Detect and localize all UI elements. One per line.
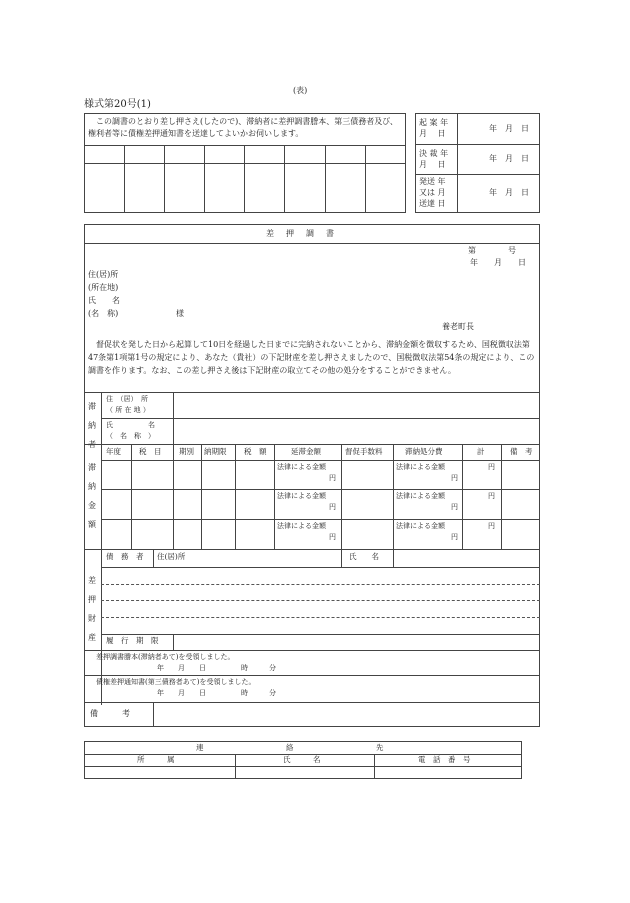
decision-date-value: 年 月 日: [489, 154, 529, 163]
contact-title: 連 絡 先: [196, 743, 384, 752]
receipt-notice: 債権差押通知書(第三債務者あて)を受領しました。: [96, 678, 256, 686]
header-disposition-cost: 滞納処分費: [405, 447, 443, 456]
form-number: 様式第20号(1): [84, 99, 151, 110]
receipt-record-date: 年 月 日 時 分: [157, 664, 276, 672]
draft-date-label: 起 案 年: [419, 118, 449, 127]
header-period: 期別: [179, 447, 194, 456]
late-amount-note: 法律による金額: [277, 492, 326, 500]
taxpayer-name-label: 氏 名: [106, 421, 155, 429]
header-tax-item: 税 目: [139, 447, 162, 456]
send-date-value: 年 月 日: [489, 188, 529, 197]
name-label: 氏 名: [88, 296, 120, 305]
disposition-note: 法律による金額: [396, 463, 445, 471]
document-title: 差 押 調 書: [266, 229, 336, 238]
header-remarks: 備 考: [510, 447, 533, 456]
receipt-record: 差押調書謄本(滞納者あて)を受領しました。: [96, 653, 235, 661]
honorific: 様: [176, 309, 184, 318]
body-text: 督促状を発した日から起算して10日を経過した日までに完納されないことから、滞納金額を徴収するため、国税徴収法第47条第1項第1号の規定により、あなた（貴社）の下記財産を差し押さえましたので、国税徴収法第54条の規定により、この調書を作ります。なお、この差し押さえ後は下記財産の取立てその他の処分をすることができません。: [88, 340, 535, 375]
contact-dept-header: 所 属: [137, 755, 175, 764]
deadline-label: 履 行 期 限: [106, 636, 159, 645]
debtor-label: 債 務 者: [106, 552, 144, 561]
header-due-date: 納期限: [204, 447, 227, 456]
disposition-note: 法律による金額: [396, 522, 445, 530]
disposition-note: 法律による金額: [396, 492, 445, 500]
remarks-label: 備 考: [90, 709, 130, 718]
late-amount-note: 法律による金額: [277, 522, 326, 530]
issuer: 養老町長: [442, 322, 474, 331]
amount-label: 滞納金額: [88, 463, 96, 529]
seized-property-label: 差押財産: [88, 576, 96, 642]
debtor-address-label: 住(居)所: [157, 552, 186, 561]
taxpayer-address-label: 住 （居） 所: [106, 395, 148, 403]
contact-phone-header: 電 話 番 号: [418, 755, 471, 764]
header-late-amount: 延滞金額: [291, 447, 321, 456]
taxpayer-label: 滞納者: [88, 402, 96, 449]
header-year: 年度: [106, 447, 121, 456]
seizure-record-form: [84, 224, 540, 727]
document-number: 第 号: [468, 246, 516, 255]
contact-name-header: 氏 名: [283, 755, 321, 764]
side-label: (表): [293, 86, 308, 95]
send-date-label: 発送 年: [419, 177, 446, 186]
address-label: 住(居)所: [88, 270, 119, 279]
late-amount-note: 法律による金額: [277, 463, 326, 471]
draft-date-value: 年 月 日: [489, 124, 529, 133]
decision-date-label: 決 裁 年: [419, 149, 449, 158]
receipt-notice-date: 年 月 日 時 分: [157, 689, 276, 697]
document-date: 年 月 日: [470, 258, 526, 267]
header-dunning-fee: 督促手数料: [345, 447, 383, 456]
approval-text: この調書のとおり差し押さえ(したので)、滞納者に差押調書謄本、第三債務者及び、権利者等に債権差押通知書を送達してよいかお伺いします。: [88, 117, 398, 138]
header-tax-amount: 税 額: [244, 447, 267, 456]
debtor-name-label: 氏 名: [349, 552, 379, 561]
header-total: 計: [477, 447, 485, 456]
